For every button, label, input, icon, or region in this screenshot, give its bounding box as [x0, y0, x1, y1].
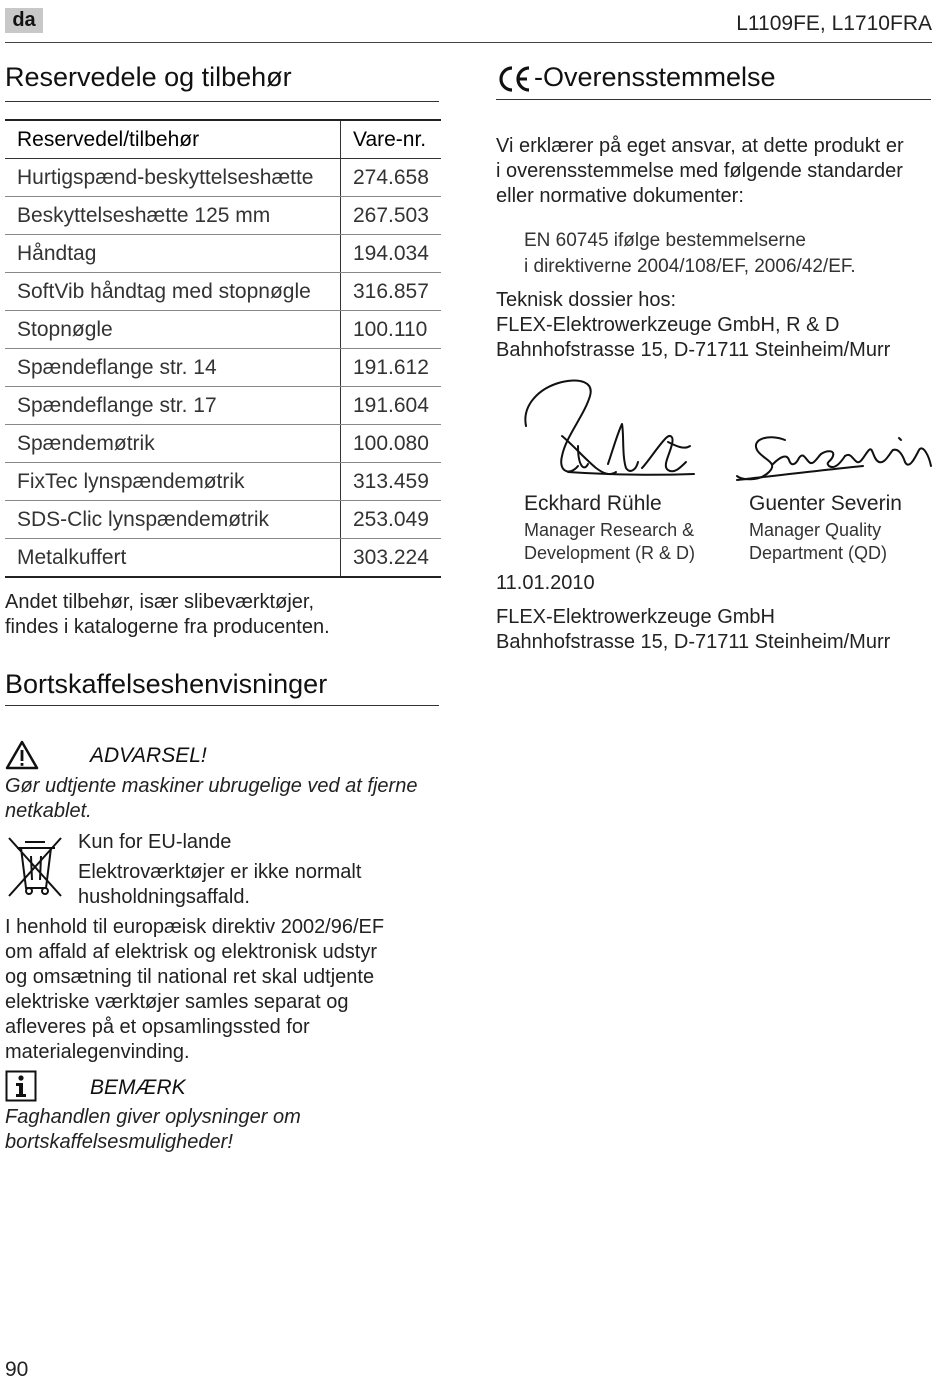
part-number: 191.612: [341, 349, 442, 387]
table-row: [5, 387, 441, 425]
part-name: SoftVib håndtag med stopnøgle: [5, 273, 341, 311]
directive-line: afleveres på et opsamlingssted for: [5, 1016, 310, 1038]
table-row: [5, 501, 441, 539]
warning-title: ADVARSEL!: [90, 744, 207, 767]
part-number: 316.857: [341, 273, 442, 311]
directive-line: materialegenvinding.: [5, 1041, 190, 1063]
standard-reference: [524, 228, 856, 280]
warning-triangle-icon: [5, 740, 39, 775]
column-header-part: Reservedel/tilbehør: [5, 120, 341, 159]
signatory-2-role: Manager Quality: [749, 520, 882, 540]
directive-line: I henhold til europæisk direktiv 2002/96/EF: [5, 916, 385, 938]
table-row: [5, 539, 441, 578]
part-number: 267.503: [341, 197, 442, 235]
signatory-1-role: Manager Research &: [524, 520, 695, 540]
eu-text: [78, 860, 361, 910]
accessories-note-line: findes i katalogerne fra producenten.: [5, 616, 330, 638]
company-street: Bahnhofstrasse 15, D-71711 Steinheim/Murr: [496, 631, 891, 653]
conformity-intro-line: i overensstemmelse med følgende standarder: [496, 160, 903, 182]
table-row: [5, 463, 441, 501]
signatory-1-name: Eckhard Rühle: [524, 492, 662, 515]
part-name: Håndtag: [5, 235, 341, 273]
eu-only-label: Kun for EU-lande: [78, 831, 232, 853]
part-name: Spændemøtrik: [5, 425, 341, 463]
note-text-line: bortskaffelsesmuligheder!: [5, 1131, 233, 1153]
warning-text-line: Gør udtjente maskiner ubrugelige ved at fjerne: [5, 775, 418, 797]
note-text-line: Faghandlen giver oplysninger om: [5, 1106, 301, 1128]
ce-mark-icon: [496, 64, 532, 99]
signature-ruehle: [518, 376, 698, 491]
model-numbers: L1109FE, L1710FRA: [736, 12, 932, 35]
part-name: Metalkuffert: [5, 539, 341, 578]
signature-severin: [733, 426, 933, 493]
info-icon: [5, 1070, 37, 1107]
part-number: 100.080: [341, 425, 442, 463]
conformity-intro-line: Vi erklærer på eget ansvar, at dette produkt er: [496, 135, 904, 157]
part-number: 194.034: [341, 235, 442, 273]
part-number: 274.658: [341, 159, 442, 197]
spare-parts-title: Reservedele og tilbehør: [5, 62, 292, 92]
spare-parts-rule: [5, 101, 439, 102]
dossier-line: Teknisk dossier hos:: [496, 289, 677, 311]
page-number: 90: [5, 1358, 29, 1381]
conformity-intro: [496, 134, 936, 209]
eu-text-line: Elektroværktøjer er ikke normalt: [78, 861, 362, 883]
part-number: 253.049: [341, 501, 442, 539]
part-name: Hurtigspænd-beskyttelseshætte: [5, 159, 341, 197]
language-badge: da: [5, 8, 43, 33]
directive-line: om affald af elektrisk og elektronisk udstyr: [5, 941, 378, 963]
accessories-note: [5, 590, 330, 640]
table-header-row: [5, 120, 441, 159]
part-name: Spændeflange str. 17: [5, 387, 341, 425]
part-name: Beskyttelseshætte 125 mm: [5, 197, 341, 235]
company-address: [496, 605, 890, 655]
technical-dossier: [496, 288, 890, 363]
warning-text: [5, 774, 417, 824]
part-number: 313.459: [341, 463, 442, 501]
spare-parts-table: [5, 119, 441, 578]
dossier-line: Bahnhofstrasse 15, D-71711 Steinheim/Murr: [496, 339, 891, 361]
signatory-2-role: Department (QD): [749, 543, 888, 563]
part-number: 191.604: [341, 387, 442, 425]
table-row: [5, 235, 441, 273]
warning-text-line: netkablet.: [5, 800, 92, 822]
table-row: [5, 273, 441, 311]
directive-line: og omsætning til national ret skal udtjente: [5, 966, 375, 988]
conformity-title: -Overensstemmelse: [534, 62, 776, 92]
eu-text-line: husholdningsaffald.: [78, 886, 250, 908]
accessories-note-line: Andet tilbehør, især slibeværktøjer,: [5, 591, 314, 613]
header-rule: [5, 42, 932, 43]
note-text: [5, 1105, 301, 1155]
disposal-title: Bortskaffelseshenvisninger: [5, 669, 328, 699]
disposal-rule: [5, 705, 439, 706]
signatory-1-role: Development (R & D): [524, 543, 696, 563]
conformity-rule: [496, 99, 931, 100]
declaration-date: 11.01.2010: [496, 572, 595, 594]
table-row: [5, 349, 441, 387]
signatory-2: [749, 491, 902, 565]
table-row: [5, 159, 441, 197]
part-name: Stopnøgle: [5, 311, 341, 349]
part-name: Spændeflange str. 14: [5, 349, 341, 387]
part-number: 303.224: [341, 539, 442, 578]
table-row: [5, 425, 441, 463]
part-number: 100.110: [341, 311, 442, 349]
standard-line: i direktiverne 2004/108/EF, 2006/42/EF.: [524, 256, 856, 277]
table-row: [5, 197, 441, 235]
table-row: [5, 311, 441, 349]
standard-line: EN 60745 ifølge bestemmelserne: [524, 230, 806, 251]
conformity-intro-line: eller normative dokumenter:: [496, 185, 744, 207]
directive-text: [5, 915, 384, 1065]
part-name: FixTec lynspændemøtrik: [5, 463, 341, 501]
part-name: SDS-Clic lynspændemøtrik: [5, 501, 341, 539]
directive-line: elektriske værktøjer samles separat og: [5, 991, 349, 1013]
signatory-1: [524, 491, 695, 565]
note-title: BEMÆRK: [90, 1076, 186, 1099]
company-name: FLEX-Elektrowerkzeuge GmbH: [496, 606, 775, 628]
column-header-number: Vare-nr.: [341, 120, 442, 159]
dossier-line: FLEX-Elektrowerkzeuge GmbH, R & D: [496, 314, 840, 336]
signatory-2-name: Guenter Severin: [749, 492, 902, 515]
crossed-bin-icon: [5, 832, 65, 903]
